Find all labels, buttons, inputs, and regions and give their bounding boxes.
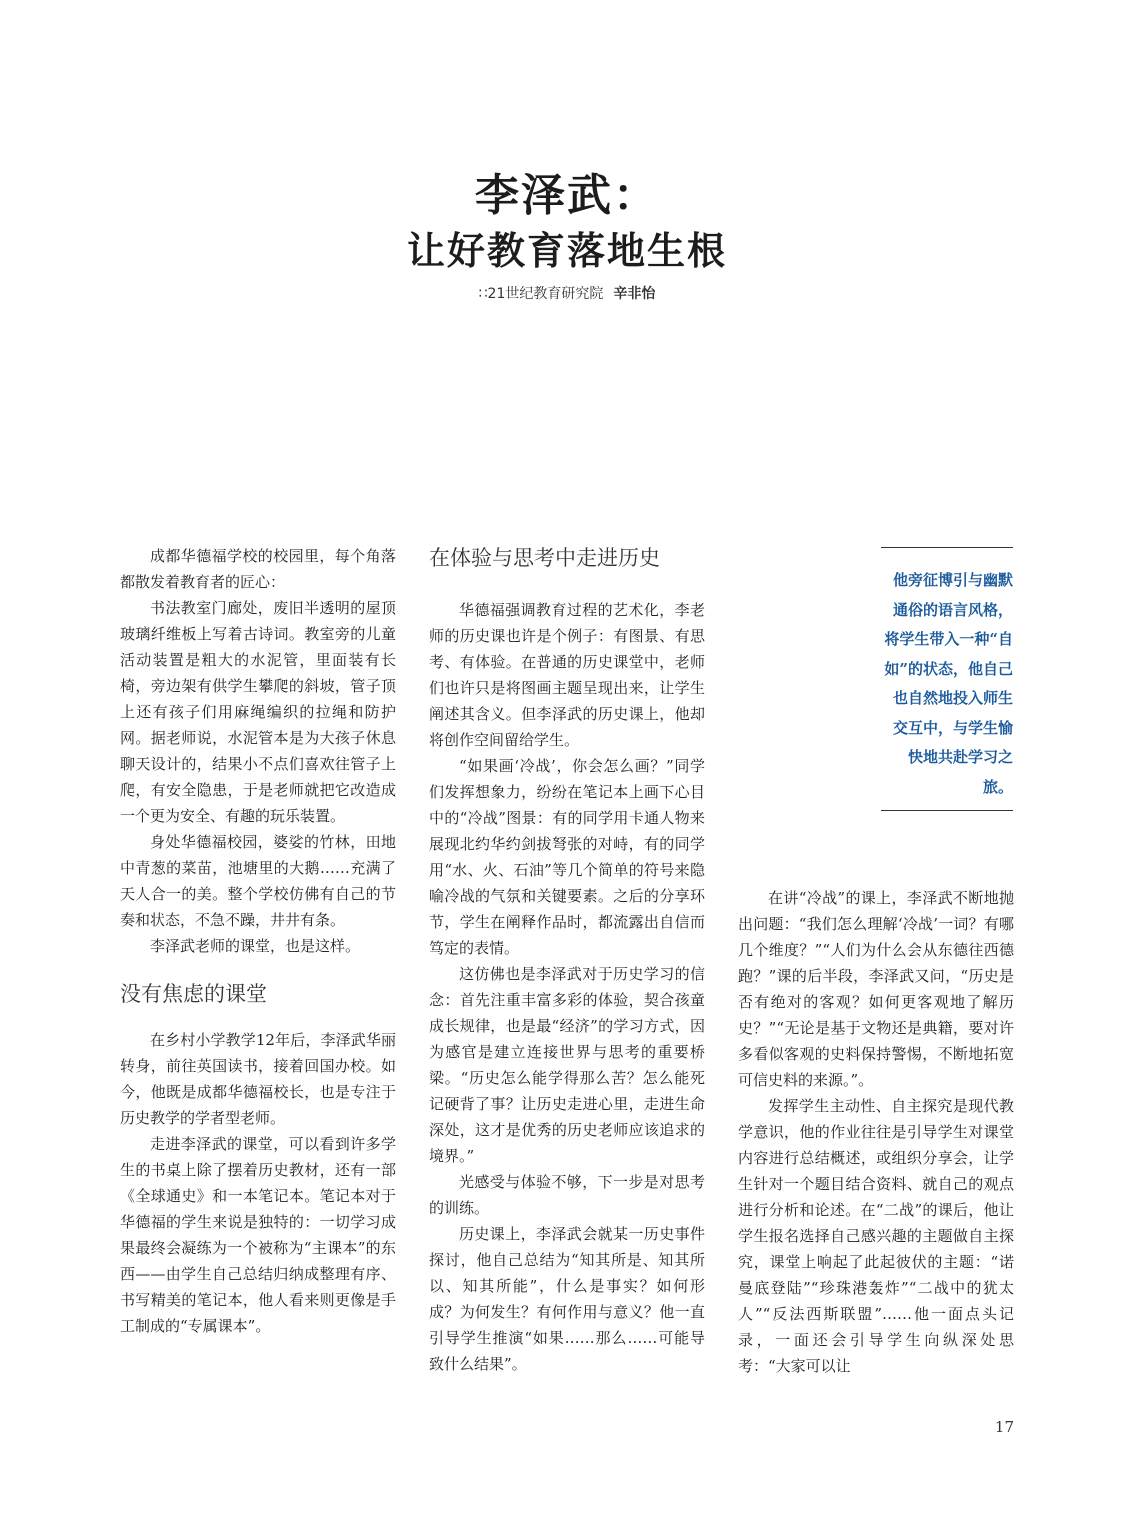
section-heading: 在体验与思考中走进历史 [429,546,660,570]
paragraph: 走进李泽武的课堂，可以看到许多学生的书桌上除了摆着历史教材，还有一部《全球通史》和一本笔记本。笔记本对于华德福的学生来说是独特的：一切学习成果最终会凝练为一个被称为“主课本”的东西——由学生自己总结归纳成整理有序、书写精美的笔记本，他人看来则更像是手工制成的“专属课本”。 [120,1135,396,1335]
column-1 [120,543,396,1339]
paragraph: 成都华德福学校的校园里，每个角落都散发着教育者的匠心： [120,547,396,591]
paragraph: “如果画‘冷战’，你会怎么画？”同学们发挥想象力，纷纷在笔记本上画下心目中的“冷战”图景：有的同学用卡通人物来展现北约华约剑拔弩张的对峙，有的同学用“水、火、石油”等几个简单的符号来隐喻冷战的气氛和关键要素。之后的分享环节，学生在阐释作品时，都流露出自信而笃定的表情。 [429,757,705,957]
section-heading: 没有焦虑的课堂 [120,982,267,1006]
byline-org: 21世纪教育研究院 [487,286,604,302]
column-3 [738,885,1014,1379]
byline-author: 辛非怡 [613,286,656,302]
paragraph: 这仿佛也是李泽武对于历史学习的信念：首先注重丰富多彩的体验，契合孩童成长规律，也是最“经济”的学习方式，因为感官是建立连接世界与思考的重要桥梁。“历史怎么能学得那么苦？怎么能死记硬背了事？让历史走进心里，走进生命深处，这才是优秀的历史老师应该追求的境界。” [429,965,705,1165]
paragraph: 书法教室门廊处，废旧半透明的屋顶玻璃纤维板上写着古诗词。教室旁的儿童活动装置是粗大的水泥管，里面装有长椅，旁边架有供学生攀爬的斜坡，管子顶上还有孩子们用麻绳编织的拉绳和防护网。据老师说，水泥管本是为大孩子休息聊天设计的，结果小不点们喜欢往管子上爬，有安全隐患，于是老师就把它改造成一个更为安全、有趣的玩乐装置。 [120,599,396,825]
byline [0,283,1134,303]
page-number: 17 [994,1418,1014,1436]
column-2 [429,543,705,1377]
article-title-line1: 李泽武： [475,170,659,221]
paragraph: 华德福强调教育过程的艺术化，李老师的历史课也许是个例子：有图景、有思考、有体验。在普通的历史课堂中，老师们也许只是将图画主题呈现出来，让学生阐述其含义。但李泽武的历史课上，他却将创作空间留给学生。 [429,601,705,749]
paragraph: 李泽武老师的课堂，也是这样。 [150,937,361,955]
pull-quote: 他旁征博引与幽默通俗的语言风格，将学生带入一种“自如”的状态，他自己也自然地投入师生交互中，与学生愉快地共赴学习之旅。 [881,547,1013,811]
paragraph: 历史课上，李泽武会就某一历史事件探讨，他自己总结为“知其所是、知其所以、知其所能”，什么是事实？如何形成？为何发生？有何作用与意义？他一直引导学生推演“如果……那么……可能导致什么结果”。 [429,1225,705,1373]
article-title-line2: 让好教育落地生根 [406,229,727,273]
paragraph: 身处华德福校园，婆娑的竹林，田地中青葱的菜苗，池塘里的大鹅……充满了天人合一的美。整个学校仿佛有自己的节奏和状态，不急不躁，井井有条。 [120,833,396,929]
byline-marker: ∷ [478,286,488,302]
paragraph: 在乡村小学教学12年后，李泽武华丽转身，前往英国读书，接着回国办校。如今，他既是成都华德福校长，也是专注于历史教学的学者型老师。 [120,1031,396,1127]
paragraph: 光感受与体验不够，下一步是对思考的训练。 [429,1173,705,1217]
paragraph: 在讲“冷战”的课上，李泽武不断地抛出问题：“我们怎么理解‘冷战’一词？有哪几个维度？”“人们为什么会从东德往西德跑？”课的后半段，李泽武又问，“历史是否有绝对的客观？如何更客观地了解历史？”“无论是基于文物还是典籍，要对许多看似客观的史料保持警惕，不断地拓宽可信史料的来源。”。 [738,889,1014,1089]
paragraph: 发挥学生主动性、自主探究是现代教学意识，他的作业往往是引导学生对课堂内容进行总结概述，或组织分享会，让学生针对一个题目结合资料、就自己的观点进行分析和论述。在“二战”的课后，他让学生报名选择自己感兴趣的主题做自主探究，课堂上响起了此起彼伏的主题：“诺曼底登陆”“珍珠港轰炸”“二战中的犹太人”“反法西斯联盟”……他一面点头记录，一面还会引导学生向纵深处思考：“大家可以让 [738,1097,1014,1375]
